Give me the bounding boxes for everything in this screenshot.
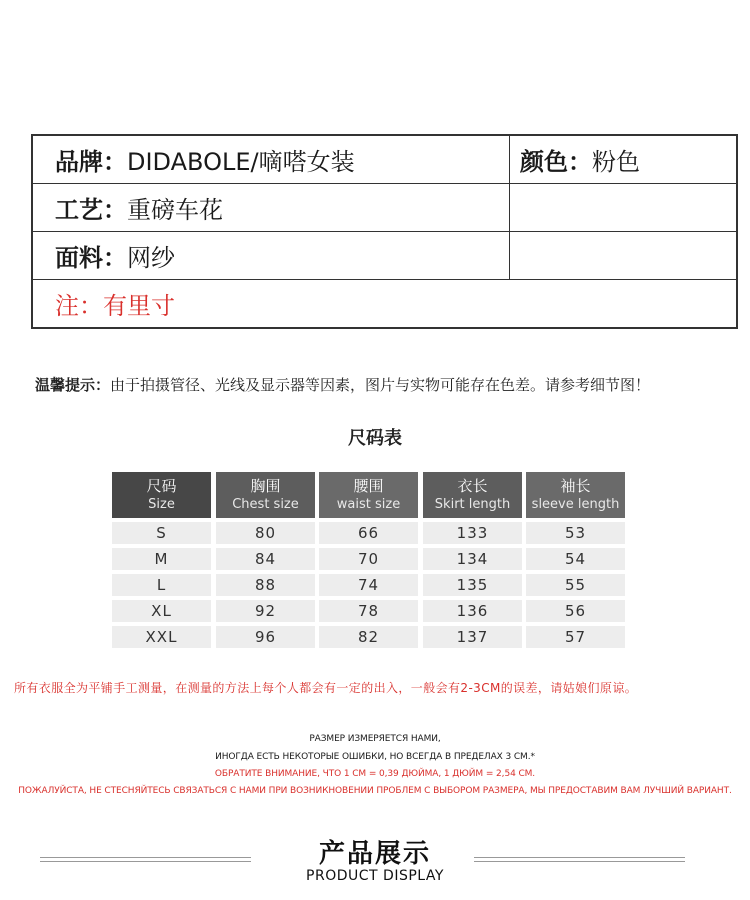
brand-value: DIDABOLE/嘀嗒女装: [127, 148, 355, 176]
table-cell: 82: [319, 626, 418, 648]
size-column: [423, 472, 522, 648]
table-cell: 74: [319, 574, 418, 596]
table-cell: 135: [423, 574, 522, 596]
column-header-zh: 袖长: [560, 476, 591, 495]
table-cell: 84: [216, 548, 315, 570]
ru-note-2: ИНОГДА ЕСТЬ НЕКОТОРЫЕ ОШИБКИ, НО ВСЕГДА В ПРЕДЕЛАХ 3 СМ.*: [215, 752, 535, 762]
craft-cell: [55, 184, 223, 231]
fabric-label: 面料：: [55, 244, 127, 272]
table-cell: 78: [319, 600, 418, 622]
table-cell: XXL: [112, 626, 211, 648]
table-cell: 70: [319, 548, 418, 570]
column-header-zh: 衣长: [457, 476, 488, 495]
column-header-en: Chest size: [232, 496, 299, 512]
table-cell: M: [112, 548, 211, 570]
color-cell: [509, 136, 736, 183]
table-cell: 53: [526, 522, 625, 544]
brand-cell: [55, 136, 355, 183]
table-cell: 57: [526, 626, 625, 648]
table-cell: 136: [423, 600, 522, 622]
column-header-en: waist size: [336, 496, 401, 512]
table-cell: 137: [423, 626, 522, 648]
size-chart-title: 尺码表: [348, 428, 402, 449]
table-cell: L: [112, 574, 211, 596]
column-header: [216, 472, 315, 518]
info-row-fabric: [33, 232, 736, 280]
product-info-table: [31, 134, 738, 329]
table-cell: 80: [216, 522, 315, 544]
size-column: [526, 472, 625, 648]
table-cell: 66: [319, 522, 418, 544]
column-header-en: Skirt length: [434, 496, 511, 512]
measurement-note-cn: 所有衣服全为平铺手工测量，在测量的方法上每个人都会有一定的出入，一般会有2-3CM的误差，请姑娘们原谅。: [14, 681, 638, 695]
size-column: [112, 472, 211, 648]
tip-label: 温馨提示：: [35, 376, 111, 394]
fabric-cell: [55, 232, 175, 279]
column-header: [423, 472, 522, 518]
brand-label: 品牌：: [55, 148, 127, 176]
table-cell: 134: [423, 548, 522, 570]
color-label: 颜色：: [520, 148, 592, 176]
column-header: [112, 472, 211, 518]
product-display-title: 产品展示: [318, 839, 431, 869]
table-cell: 96: [216, 626, 315, 648]
column-header-zh: 腰围: [353, 476, 384, 495]
column-header-en: sleeve length: [531, 496, 620, 512]
column-header: [526, 472, 625, 518]
info-row-craft: [33, 184, 736, 232]
column-header-zh: 胸围: [250, 476, 281, 495]
empty-cell-3: [509, 232, 736, 279]
table-cell: 133: [423, 522, 522, 544]
table-cell: 55: [526, 574, 625, 596]
info-row-note: [33, 280, 736, 327]
tip-text: 由于拍摄管径、光线及显示器等因素，图片与实物可能存在色差。请参考细节图！: [110, 376, 651, 394]
fabric-value: 网纱: [127, 244, 175, 272]
size-column: [216, 472, 315, 648]
ru-note-3: ОБРАТИТЕ ВНИМАНИЕ, ЧТО 1 СМ = 0,39 ДЮЙМА, 1 ДЮЙМ = 2,54 СМ.: [214, 769, 536, 779]
empty-cell-2: [509, 184, 736, 231]
lining-note: 注：有里寸: [55, 292, 175, 320]
column-header-en: Size: [148, 496, 175, 512]
ru-note-1: РАЗМЕР ИЗМЕРЯЕТСЯ НАМИ,: [309, 734, 441, 744]
info-row-brand: [33, 136, 736, 184]
table-cell: 56: [526, 600, 625, 622]
size-column: [319, 472, 418, 648]
warm-tip: [35, 374, 650, 395]
table-cell: 92: [216, 600, 315, 622]
ru-note-4: ПОЖАЛУЙСТА, НЕ СТЕСНЯЙТЕСЬ СВЯЗАТЬСЯ С НАМИ ПРИ ВОЗНИКНОВЕНИИ ПРОБЛЕМ С ВЫБОРОМ РАЗМЕРА, МЫ ПРЕДОСТАВИМ ВАМ ЛУЧШИЙ ВАРИАНТ.: [18, 786, 732, 796]
color-value: 粉色: [592, 148, 640, 176]
table-cell: 88: [216, 574, 315, 596]
craft-label: 工艺：: [55, 196, 127, 224]
column-header-zh: 尺码: [146, 476, 177, 495]
table-cell: XL: [112, 600, 211, 622]
product-display-subtitle: PRODUCT DISPLAY: [306, 868, 444, 884]
column-header: [319, 472, 418, 518]
craft-value: 重磅车花: [127, 196, 223, 224]
table-cell: 54: [526, 548, 625, 570]
table-cell: S: [112, 522, 211, 544]
